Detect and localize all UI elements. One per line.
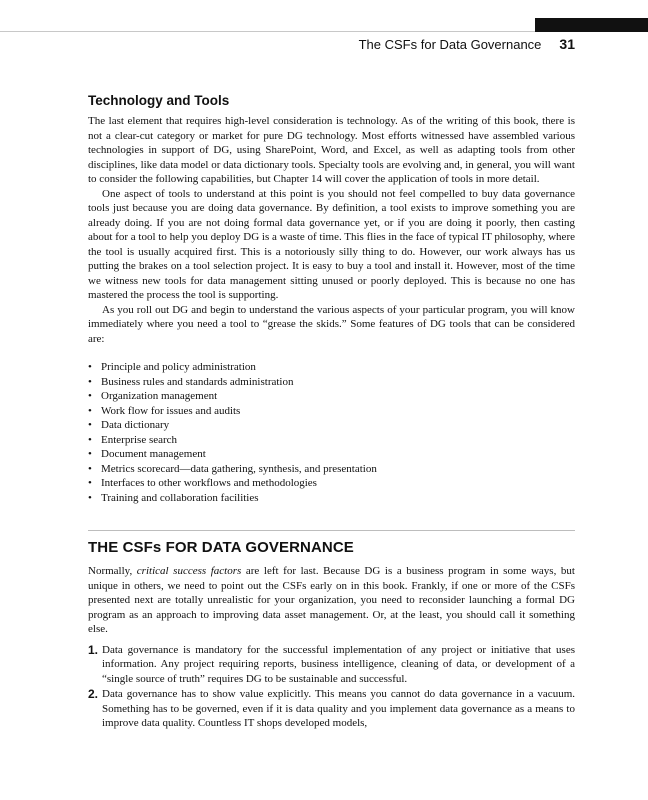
section-heading-csfs: THE CSFs FOR DATA GOVERNANCE bbox=[88, 539, 354, 556]
header-rule bbox=[0, 31, 535, 32]
list-item: • Work flow for issues and audits bbox=[88, 404, 241, 417]
bullet-icon: • bbox=[88, 491, 92, 504]
running-title: The CSFs for Data Governance bbox=[358, 37, 542, 52]
list-item: • Document management bbox=[88, 448, 206, 460]
paragraph: As you roll out DG and begin to understand the various aspects of your particular program, you will know immediately where you need a tool to “grease the skids.” Some features of DG tools that can be considered are: bbox=[88, 303, 575, 345]
bullet-icon: • bbox=[88, 361, 92, 373]
dg-tool-features-list bbox=[88, 360, 575, 505]
item-number: 2. bbox=[88, 687, 99, 701]
numbered-item bbox=[88, 687, 575, 731]
csf-list bbox=[88, 643, 575, 731]
list-item: • Organization management bbox=[88, 390, 218, 402]
section-heading-technology-tools: Technology and Tools bbox=[88, 93, 230, 108]
item-text: Data governance is mandatory for the successful implementation of any project or initiative that uses information. Any project requiring reports, business intelligence, cleaning of data, or development of a “single source of truth” requires DG to be sustainable and successful. bbox=[102, 643, 575, 685]
italic-term: critical success factors bbox=[136, 565, 242, 577]
bullet-icon: • bbox=[88, 390, 92, 402]
bullet-icon: • bbox=[88, 462, 92, 475]
paragraph: The last element that requires high-level consideration is technology. As of the writing of this book, there is not a clear-cut category or market for pure DG technology. Most efforts witnessed have assembled various technologies in support of DG, using SharePoint, Word, and Excel, as well as adapting tools from other disciplines, like data model or data dictionary tools. Specialty tools are evolving and, in general, you will want to consider the following capabilities, but Chapter 14 will cover the application of tools in more detail. bbox=[88, 115, 575, 185]
bullet-icon: • bbox=[88, 419, 92, 431]
csf-intro-paragraph: Normally, critical success factors are left for last. Because DG is a business program in some ways, but unique in others, we need to point out the CSFs early on in this book. Frankly, if one or more of the CSFs presented next are totally unrealistic for your organization, you need to reconsider launching a formal DG program as an approach to improving data asset management. Or, at the least, you should call it something else. bbox=[88, 565, 575, 635]
list-item: • Data dictionary bbox=[88, 419, 170, 431]
list-item: • Business rules and standards administration bbox=[88, 375, 294, 388]
section-divider bbox=[88, 530, 575, 531]
running-head bbox=[359, 36, 575, 52]
bullet-icon: • bbox=[88, 477, 92, 489]
header-tab-bar bbox=[535, 18, 648, 32]
csf-section bbox=[88, 539, 575, 732]
bullet-icon: • bbox=[88, 433, 92, 446]
paragraph: One aspect of tools to understand at this point is you should not feel compelled to buy data governance tools just because you are doing data governance. By definition, a tool exists to improve something you are already doing. If you are not doing formal data governance yet, or if you are doing it poorly, then casting about for a tool to help you deploy DG is a waste of time. This flies in the face of typical IT philosophy, where the tool is usually acquired first. This is a notoriously silly thing to do. However, our work always has us putting the brakes on a tool selection project. It is easy to buy a tool and install it. However, most of the time we witness new tools for data management sitting unused or poorly deployed. This is because no one has mastered the process the tool is supporting. bbox=[88, 187, 575, 301]
bullet-icon: • bbox=[88, 448, 92, 460]
page-number: 31 bbox=[559, 36, 575, 52]
list-item: • Metrics scorecard—data gathering, synthesis, and presentation bbox=[88, 462, 377, 475]
list-item: • Enterprise search bbox=[88, 433, 178, 446]
list-item: • Interfaces to other workflows and methodologies bbox=[88, 477, 317, 489]
bullet-icon: • bbox=[88, 375, 92, 388]
list-item: • Training and collaboration facilities bbox=[88, 491, 259, 504]
list-item: • Principle and policy administration bbox=[88, 361, 256, 373]
numbered-item bbox=[88, 643, 575, 687]
bullet-icon: • bbox=[88, 404, 92, 417]
item-number: 1. bbox=[88, 642, 99, 657]
tech-tools-section bbox=[88, 93, 575, 505]
item-text: Data governance has to show value explicitly. This means you cannot do data governance in a vacuum. Something has to be governed, even if it is data quality and you implement data governance as a means to improve data quality. Countless IT shops developed models, bbox=[102, 688, 575, 729]
